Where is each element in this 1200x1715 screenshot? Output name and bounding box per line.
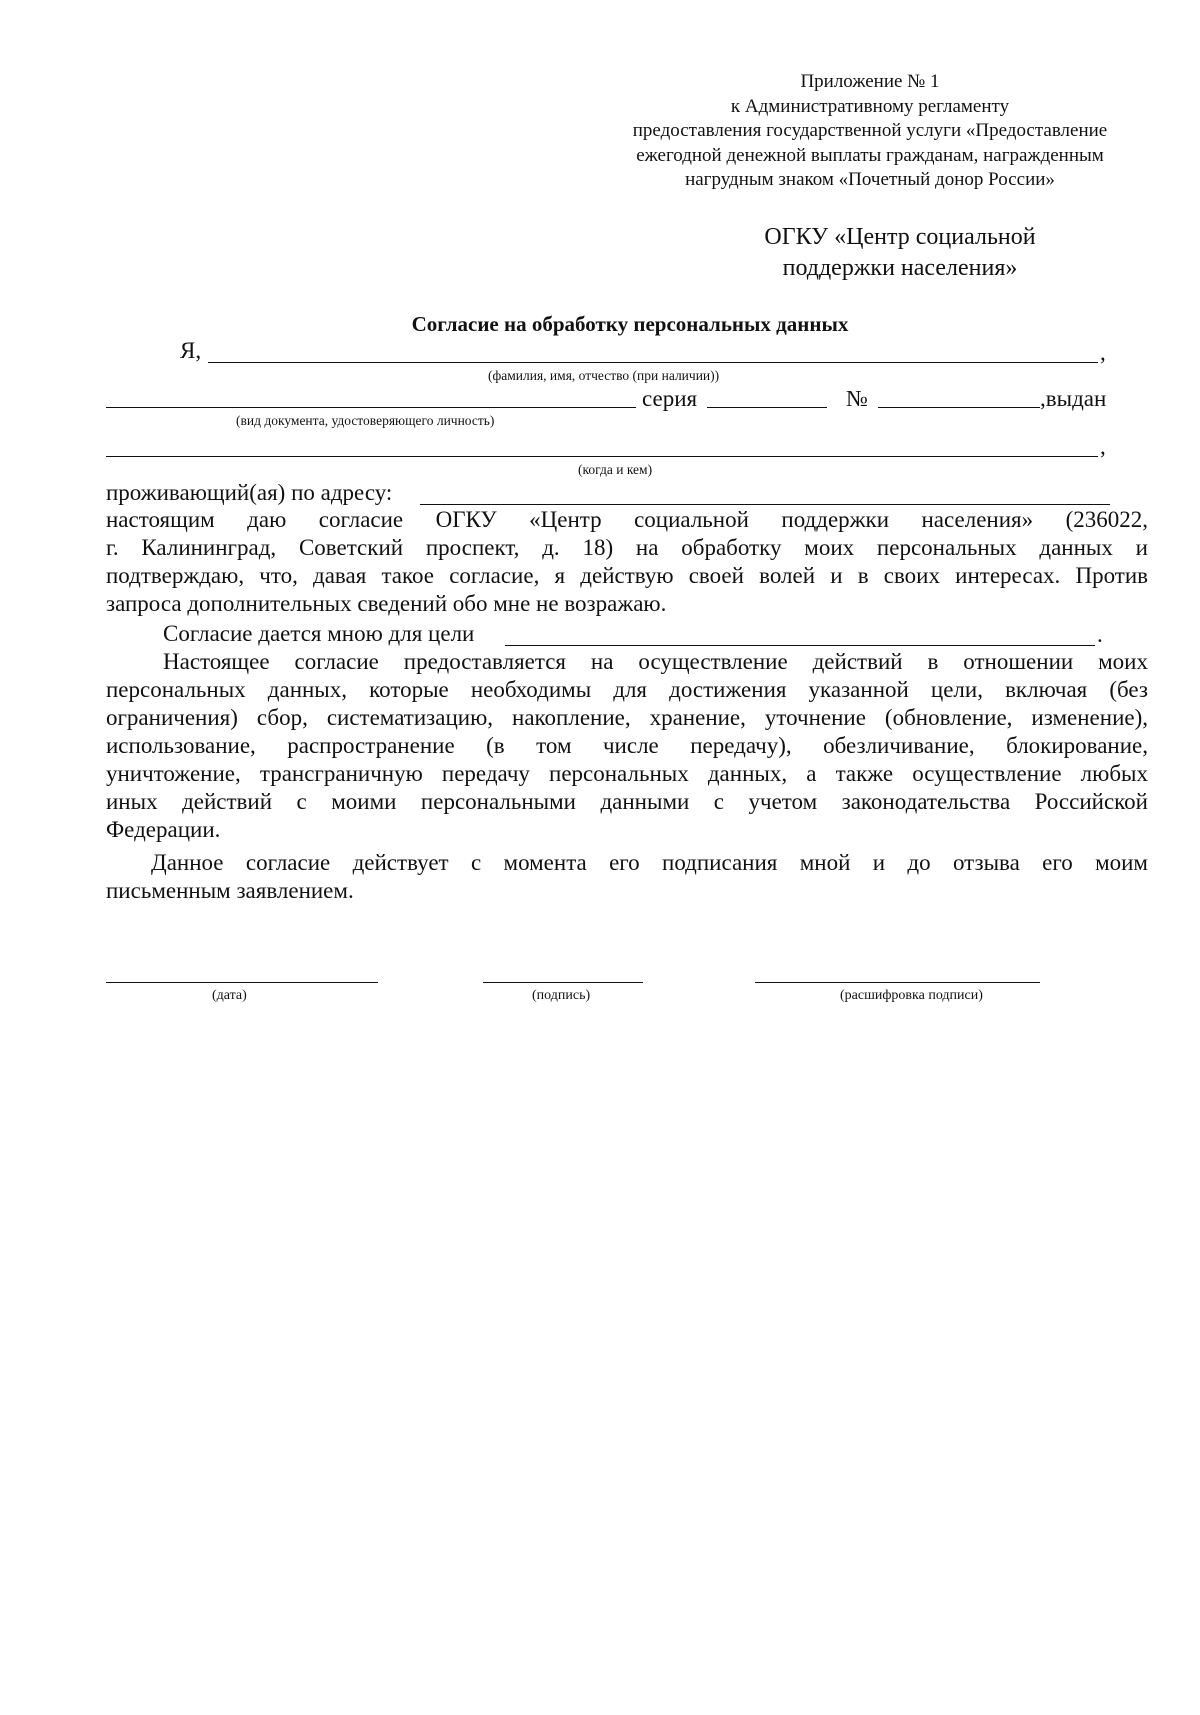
paragraph-line: г. Калининград, Советский проспект, д. 18) на обработку моих персональных данных и xyxy=(106,535,1148,560)
paragraph-line: подтверждаю, что, давая такое согласие, я действую своей волей и в своих интересах. Против xyxy=(106,563,1148,588)
signature-decode-caption: (расшифровка подписи) xyxy=(840,988,983,1003)
signature-decode-field[interactable] xyxy=(755,982,1040,983)
scope-paragraph xyxy=(106,648,1148,844)
appendix-line: к Административному регламенту xyxy=(730,95,1010,117)
paragraph-line: письменным заявлением. xyxy=(106,878,354,903)
series-field[interactable] xyxy=(707,407,827,408)
addressee-line: поддержки населения» xyxy=(782,255,1018,281)
document-title: Согласие на обработку персональных данных xyxy=(411,312,849,336)
address-label: проживающий(ая) по адресу: xyxy=(106,480,393,505)
issued-label: ,выдан xyxy=(1040,386,1107,411)
comma: , xyxy=(1100,340,1106,365)
paragraph-line: использование, распространение (в том числе передачу), обезличивание, блокирование, xyxy=(106,733,1148,758)
purpose-end: . xyxy=(1097,622,1103,647)
appendix-line: нагрудным знаком «Почетный донор России» xyxy=(685,169,1055,190)
doc-type-field[interactable] xyxy=(106,407,636,408)
doc-type-caption: (вид документа, удостоверяющего личность) xyxy=(236,413,495,428)
signature-caption: (подпись) xyxy=(532,988,591,1003)
fio-field[interactable] xyxy=(208,362,1098,363)
number-field[interactable] xyxy=(878,407,1040,408)
paragraph-line: Данное согласие действует с момента его подписания мной и до отзыва его моим xyxy=(151,850,1148,875)
appendix-header xyxy=(590,70,1150,193)
appendix-line: Приложение № 1 xyxy=(800,71,940,92)
consent-paragraph xyxy=(106,506,1148,618)
fio-caption: (фамилия, имя, отчество (при наличии)) xyxy=(488,368,720,383)
purpose-label: Согласие дается мною для цели xyxy=(163,621,475,646)
series-label: серия xyxy=(642,386,698,411)
number-label: № xyxy=(846,386,868,411)
signature-field[interactable] xyxy=(483,982,643,983)
purpose-field[interactable] xyxy=(505,645,1095,646)
address-field[interactable] xyxy=(420,504,1110,505)
date-field[interactable] xyxy=(106,982,378,983)
paragraph-line: ограничения) сбор, систематизацию, накопление, хранение, уточнение (обновление, изменение), xyxy=(106,705,1148,730)
addressee xyxy=(740,222,1060,284)
i-prefix: Я, xyxy=(180,338,202,363)
paragraph-line: иных действий с моими персональными данными с учетом законодательства Российской xyxy=(106,789,1148,814)
paragraph-line: Настоящее согласие предоставляется на осуществление действий в отношении моих xyxy=(163,649,1148,674)
date-caption: (дата) xyxy=(212,988,247,1003)
paragraph-line: Федерации. xyxy=(106,817,221,842)
paragraph-line: запроса дополнительных сведений обо мне не возражаю. xyxy=(106,591,667,616)
addressee-line: ОГКУ «Центр социальной xyxy=(764,224,1036,250)
appendix-line: предоставления государственной услуги «Предоставление xyxy=(632,120,1108,141)
when-whom-caption: (когда и кем) xyxy=(578,462,653,477)
comma-2: , xyxy=(1100,434,1106,459)
paragraph-line: уничтожение, трансграничную передачу персональных данных, а также осуществление любых xyxy=(106,761,1148,786)
validity-paragraph xyxy=(106,849,1148,905)
appendix-line: ежегодной денежной выплаты гражданам, награжденным xyxy=(636,144,1104,166)
paragraph-line: настоящим даю согласие ОГКУ «Центр социальной поддержки населения» (236022, xyxy=(106,507,1148,532)
paragraph-line: персональных данных, которые необходимы для достижения указанной цели, включая (без xyxy=(106,677,1148,702)
when-whom-field[interactable] xyxy=(106,456,1098,457)
